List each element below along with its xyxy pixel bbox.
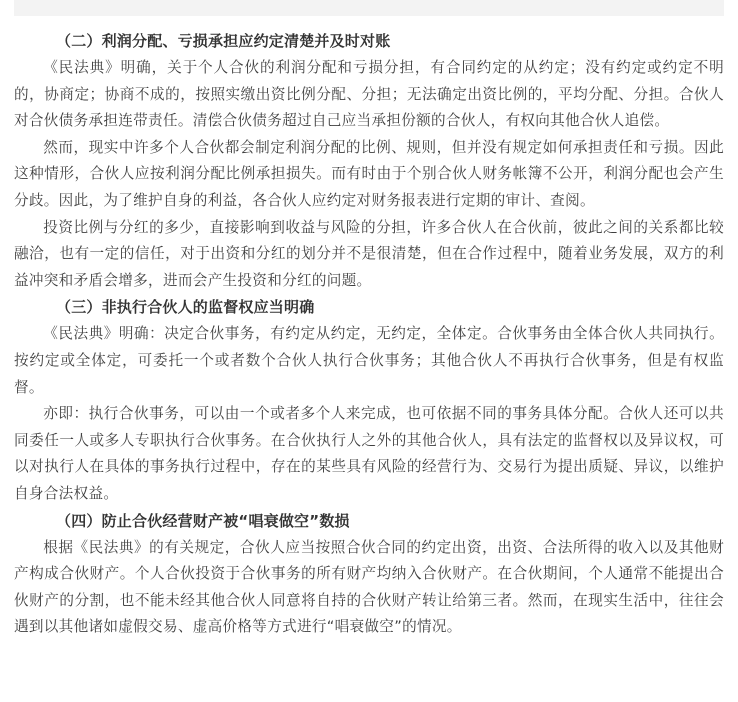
paragraph: 根据《民法典》的有关规定，合伙人应当按照合伙合同的约定出资，出资、合法所得的收入以及其他财产构成合伙财产。个人合伙投资于合伙事务的所有财产均纳入合伙财产。在合伙期间，个人通常不能提出合伙财产的分割，也不能未经其他合伙人同意将自持的合伙财产转让给第三者。然而，在现实生活中，往往会遇到以其他诸如虚假交易、虚高价格等方式进行“唱衰做空”的情况。 (14, 538, 724, 636)
paragraph: 《民法典》明确：决定合伙事务，有约定从约定，无约定，全体定。合伙事务由全体合伙人共同执行。按约定或全体定，可委托一个或者数个合伙人执行合伙事务；其他合伙人不再执行合伙事务，但是有权监督。 (14, 325, 724, 396)
paragraph: 投资比例与分红的多少，直接影响到收益与风险的分担，许多合伙人在合伙前，彼此之间的关系都比较融洽，也有一定的信任，对于出资和分红的划分并不是很清楚，但在合作过程中，随着业务发展，双方的利益冲突和矛盾会增多，进而会产生投资和分红的问题。 (14, 218, 724, 289)
paragraph: 亦即：执行合伙事务，可以由一个或者多个人来完成，也可依据不同的事务具体分配。合伙人还可以共同委任一人或多人专职执行合伙事务。在合伙执行人之外的其他合伙人，具有法定的监督权以及异议权，可以对执行人在具体的事务执行过程中，存在的某些具有风险的经营行为、交易行为提出质疑、异议，以维护自身合法权益。 (14, 405, 724, 502)
paragraph: 然而，现实中许多个人合伙都会制定利润分配的比例、规则，但并没有规定如何承担责任和亏损。因此这种情形，合伙人应按利润分配比例承担损失。而有时由于个别合伙人财务帐簿不公开，利润分配也会产生分歧。因此，为了维护自身的利益，各合伙人应约定对财务报表进行定期的审计、查阅。 (14, 138, 724, 209)
section-heading-2: （二）利润分配、亏损承担应约定清楚并及时对账 (56, 32, 391, 50)
article-body (14, 28, 724, 641)
section-heading-4: （四）防止合伙经营财产被“唱衰做空”数损 (56, 511, 350, 530)
paragraph: 《民法典》明确，关于个人合伙的利润分配和亏损分担，有合同约定的从约定；没有约定或约定不明的，协商定；协商不成的，按照实缴出资比例分配、分担；无法确定出资比例的，平均分配、分担。合伙人对合伙债务承担连带责任。清偿合伙债务超过自己应当承担份额的合伙人，有权向其他合伙人追偿。 (14, 59, 724, 130)
section-heading-3: （三）非执行合伙人的监督权应当明确 (56, 298, 315, 317)
top-gray-band (14, 0, 724, 16)
